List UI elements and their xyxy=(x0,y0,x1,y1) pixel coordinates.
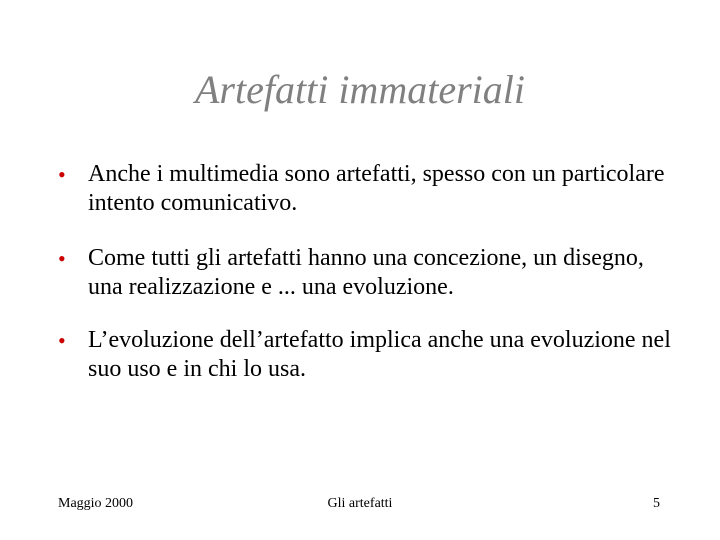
bullet-item xyxy=(58,160,678,218)
bullet-dot-icon: • xyxy=(58,328,66,353)
bullet-text: Anche i multimedia sono artefatti, spesso con un particolare intento comunicativo. xyxy=(88,161,665,216)
bullet-text: Come tutti gli artefatti hanno una concezione, un disegno, una realizzazione e ... una evoluzione. xyxy=(88,245,644,300)
bullet-dot-icon: • xyxy=(58,246,66,271)
bullet-dot-icon: • xyxy=(58,162,66,187)
footer-subject: Gli artefatti xyxy=(327,496,393,511)
footer-page-number: 5 xyxy=(653,496,660,511)
bullet-list xyxy=(58,160,678,410)
slide-title: Artefatti immateriali xyxy=(195,67,525,112)
bullet-text: L’evoluzione dell’artefatto implica anche una evoluzione nel suo uso e in chi lo usa. xyxy=(88,327,671,382)
bullet-item xyxy=(58,326,678,384)
bullet-item xyxy=(58,244,678,302)
footer-date: Maggio 2000 xyxy=(58,496,134,511)
